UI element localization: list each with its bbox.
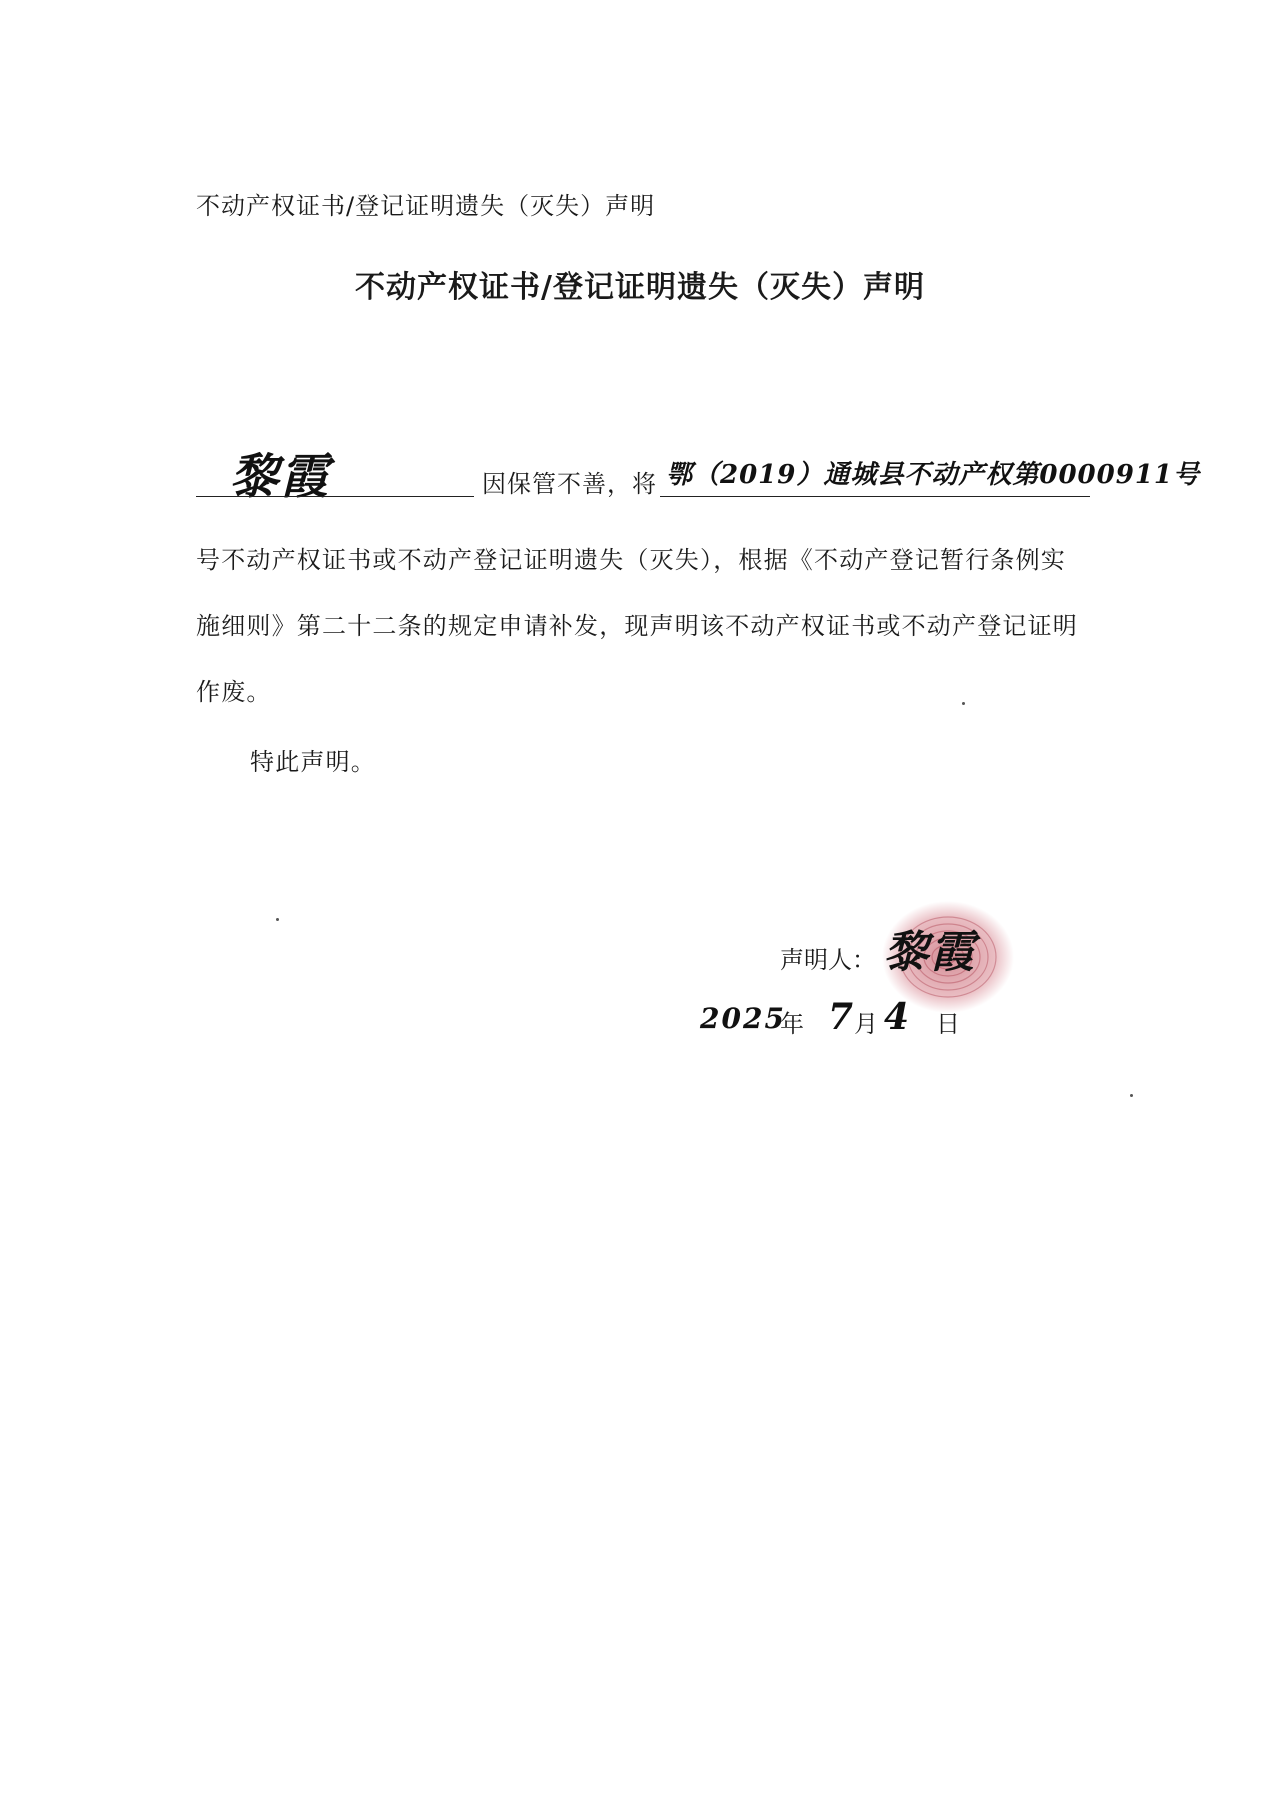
certificate-blank-underline [660,496,1090,497]
name-blank-underline [196,496,474,497]
scan-speck [276,918,279,921]
handwritten-signature: 黎霞 [884,927,976,978]
year-unit: 年 [780,1010,804,1038]
document-title: 不动产权证书/登记证明遗失（灭失）声明 [355,270,925,305]
statement-line-4: 作废。 [196,678,272,706]
statement-line-2: 号不动产权证书或不动产登记证明遗失（灭失），根据《不动产登记暂行条例实 [196,546,1066,574]
header-text: 不动产权证书/登记证明遗失（灭失）声明 [196,192,656,220]
handwritten-certificate-number: 鄂（2019）通城县不动产权第0000911号 [666,460,1200,490]
handwritten-month: 7 [828,996,856,1038]
day-unit: 日 [936,1010,960,1038]
statement-text-middle: 因保管不善，将 [482,470,657,498]
closing-text: 特此声明。 [250,748,376,776]
handwritten-name: 黎霞 [230,449,331,505]
declarant-label: 声明人： [780,946,876,974]
handwritten-year: 2025 [700,1002,786,1035]
scan-speck [962,702,965,705]
statement-line-1 [196,446,1206,506]
handwritten-day: 4 [884,996,912,1038]
statement-line-3: 施细则》第二十二条的规定申请补发，现声明该不动产权证书或不动产登记证明 [196,612,1078,640]
scan-speck [1130,1094,1133,1097]
month-unit: 月 [854,1010,878,1038]
